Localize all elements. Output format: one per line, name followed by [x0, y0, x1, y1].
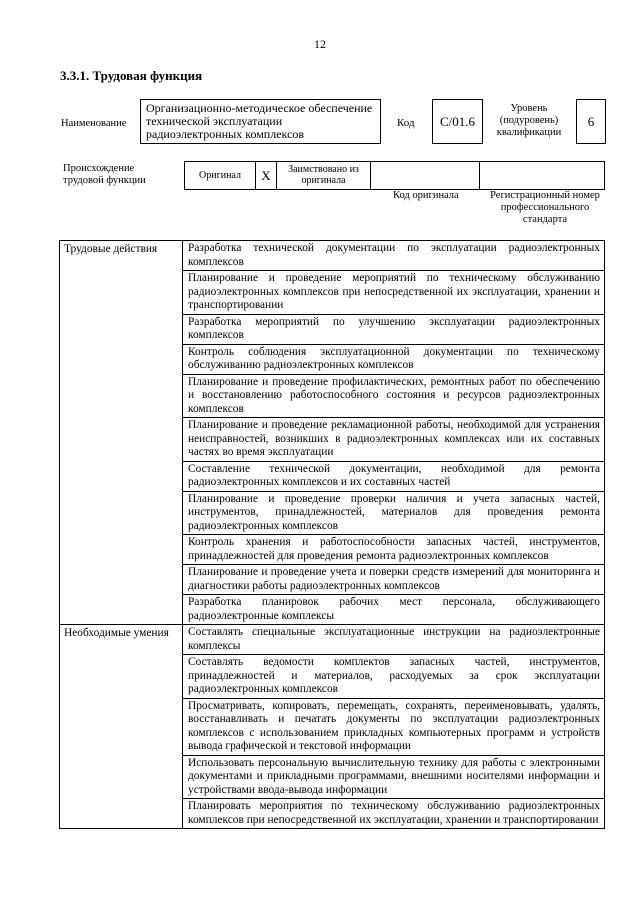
- section-title: Трудовые действия: [60, 241, 183, 625]
- table-row: [60, 625, 605, 655]
- section-heading: 3.3.1. Трудовая функция: [60, 68, 203, 83]
- table-cell: Составление технической документации, необходимой для ремонта радиоэлектронных комплексов и их составных частей: [183, 461, 605, 491]
- table-cell: Планирование и проведение проверки наличия и учета запасных частей, инструментов, принадлежностей, материалов для проведения ремонта радиоэлектронных комплексов: [183, 491, 605, 535]
- reg-number-caption: Регистрационный номер профессионального стандарта: [490, 190, 600, 225]
- table-cell: Планирование и проведение рекламационной работы, необходимой для устранения неисправностей, возникших в радиоэлектронных комплексах или их составных частях во время эксплуатации: [183, 418, 605, 462]
- name-label: Наименование: [61, 118, 127, 129]
- table-cell: Просматривать, копировать, перемещать, сохранять, переименовывать, удалять, восстанавливать и печатать документы по эксплуатации радиоэлектронных комплексов с использованием прикладных компьютерных программ и устройств вывода графической и текстовой информации: [183, 698, 605, 755]
- section-title: Необходимые умения: [60, 625, 183, 829]
- table-row: [60, 241, 605, 271]
- function-table: [59, 240, 605, 829]
- table-cell: Разработка мероприятий по улучшению эксплуатации радиоэлектронных комплексов: [183, 314, 605, 344]
- original-mark: X: [261, 168, 271, 183]
- level-label: Уровень (подуровень) квалификации: [496, 103, 562, 138]
- code-original-caption: Код оригинала: [393, 190, 459, 201]
- function-name-value: Организационно-методическое обеспечение технической эксплуатации радиоэлектронных комплексов: [146, 101, 373, 141]
- table-cell: Использовать персональную вычислительную технику для работы с электронными документами и прикладными программами, внешними носителями информации и устройствами ввода-вывода информации: [183, 755, 605, 799]
- level-value: 6: [587, 113, 595, 129]
- original-label: Оригинал: [199, 170, 241, 181]
- table-cell: Разработка технической документации по эксплуатации радиоэлектронных комплексов: [183, 241, 605, 271]
- page-number: 12: [314, 37, 326, 51]
- table-cell: Планировать мероприятия по техническому обслуживанию радиоэлектронных комплексов при непосредственной их эксплуатации, хранении и транспортировании: [183, 799, 605, 829]
- origin-label: Происхождение трудовой функции: [63, 163, 146, 186]
- table-cell: Планирование и проведение профилактических, ремонтных работ по обеспечению и восстановлению работоспособного состояния и ресурсов радиоэлектронных комплексов: [183, 374, 605, 418]
- table-cell: Составлять специальные эксплуатационные инструкции на радиоэлектронные комплексы: [183, 625, 605, 655]
- borrowed-label: Заимствовано из оригинала: [288, 164, 359, 186]
- table-cell: Контроль хранения и работоспособности запасных частей, инструментов, принадлежностей для проведения ремонта радиоэлектронных комплексов: [183, 535, 605, 565]
- table-cell: Составлять ведомости комплектов запасных частей, инструментов, принадлежностей и материалов, расходуемых за срок эксплуатации радиоэлектронных комплексов: [183, 655, 605, 699]
- code-value: C/01.6: [439, 113, 476, 129]
- code-label: Код: [397, 117, 415, 129]
- table-cell: Разработка планировок рабочих мест персонала, обслуживающего радиоэлектронные комплексы: [183, 595, 605, 625]
- table-cell: Планирование и проведение учета и поверки средств измерений для мониторинга и диагностики работы радиоэлектронных комплексов: [183, 565, 605, 595]
- table-cell: Контроль соблюдения эксплуатационной документации по техническому обслуживанию радиоэлектронных комплексов: [183, 344, 605, 374]
- table-cell: Планирование и проведение мероприятий по техническому обслуживанию радиоэлектронных комплексов при непосредственной их эксплуатации, хранении и транспортировании: [183, 271, 605, 315]
